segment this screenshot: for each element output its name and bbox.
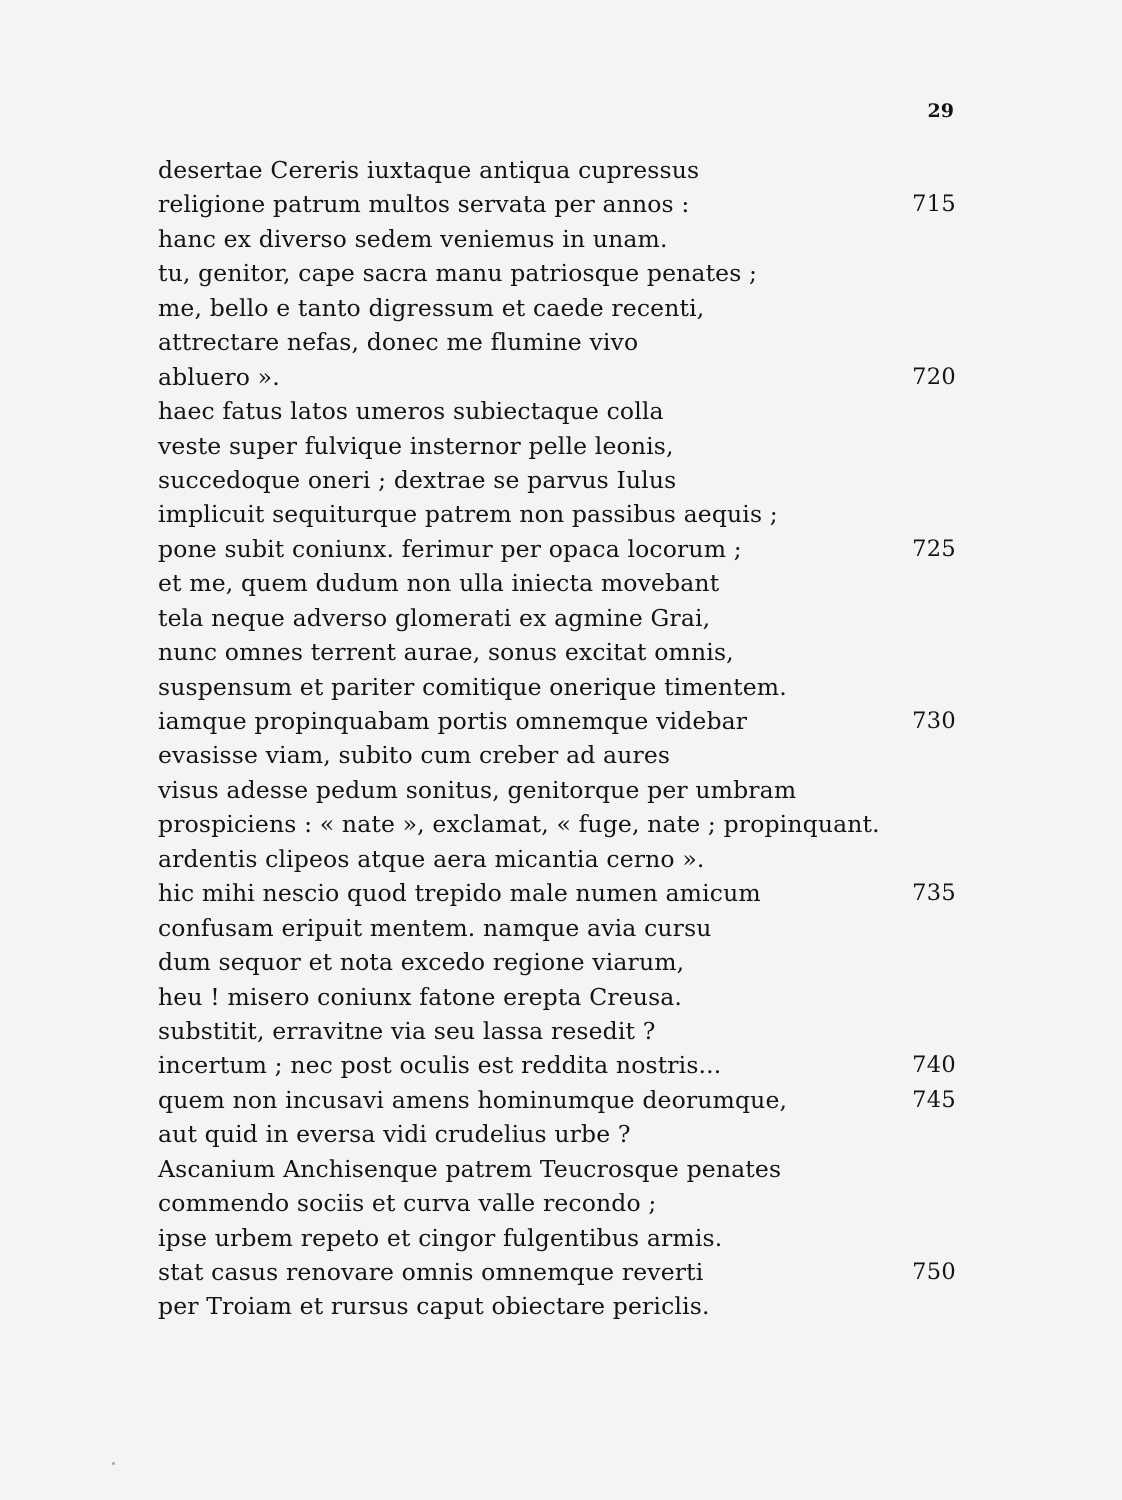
line-number: 725 bbox=[912, 535, 956, 562]
verse-line bbox=[158, 429, 958, 463]
verse-line bbox=[158, 187, 958, 221]
verse-line bbox=[158, 497, 958, 531]
verse-text: tela neque adverso glomerati ex agmine Grai, bbox=[158, 603, 711, 632]
verse-text: commendo sociis et curva valle recondo ; bbox=[158, 1189, 657, 1218]
verse-text: haec fatus latos umeros subiectaque colla bbox=[158, 397, 664, 426]
verse-text: iamque propinquabam portis omnemque videbar bbox=[158, 707, 748, 735]
verse-line bbox=[158, 360, 958, 394]
verse-line bbox=[158, 566, 958, 600]
verse-line bbox=[158, 532, 958, 566]
verse-line bbox=[158, 980, 958, 1014]
verse-text: prospiciens : « nate », exclamat, « fuge, nate ; propinquant. bbox=[158, 810, 880, 839]
verse-line bbox=[158, 222, 958, 256]
line-number: 735 bbox=[912, 880, 956, 907]
verse-line bbox=[158, 1117, 958, 1151]
verse-line bbox=[158, 842, 958, 876]
verse-line bbox=[158, 601, 958, 635]
verse-line bbox=[158, 463, 958, 497]
verse-text: stat casus renovare omnis omnemque reverti bbox=[158, 1258, 704, 1286]
verse-line bbox=[158, 876, 958, 910]
line-number: 750 bbox=[912, 1259, 956, 1285]
verse-line bbox=[158, 773, 958, 807]
verse-text: veste super fulvique insternor pelle leonis, bbox=[158, 431, 674, 460]
verse-line bbox=[158, 291, 958, 325]
verse-text: desertae Cereris iuxtaque antiqua cupressus bbox=[158, 156, 700, 184]
verse-line bbox=[158, 945, 958, 979]
verse-line bbox=[158, 1255, 958, 1289]
verse-line bbox=[158, 911, 958, 945]
verse-text: suspensum et pariter comitique onerique timentem. bbox=[158, 672, 787, 701]
verse-text: confusam eripuit mentem. namque avia cursu bbox=[158, 913, 712, 942]
verse-text: pone subit coniunx. ferimur per opaca locorum ; bbox=[158, 534, 742, 563]
line-number: 730 bbox=[912, 708, 956, 734]
verse-text: dum sequor et nota excedo regione viarum, bbox=[158, 948, 685, 977]
verse-line bbox=[158, 325, 958, 359]
verse-text: succedoque oneri ; dextrae se parvus Iulus bbox=[158, 465, 677, 494]
verse-text: attrectare nefas, donec me flumine vivo bbox=[158, 328, 639, 357]
verse-line bbox=[158, 1014, 958, 1048]
verse-text: abluero ». bbox=[158, 362, 280, 391]
verse-text: ardentis clipeos atque aera micantia cerno ». bbox=[158, 844, 705, 873]
verse-text: heu ! misero coniunx fatone erepta Creusa. bbox=[158, 982, 683, 1011]
verse-text: et me, quem dudum non ulla iniecta movebant bbox=[158, 569, 720, 598]
verse-text: incertum ; nec post oculis est reddita nostris... bbox=[158, 1051, 722, 1080]
verse-line bbox=[158, 635, 958, 669]
line-number: 745 bbox=[912, 1086, 956, 1113]
verse-line bbox=[158, 256, 958, 290]
verse-line bbox=[158, 1289, 958, 1323]
verse-text: Ascanium Anchisenque patrem Teucrosque penates bbox=[158, 1154, 782, 1183]
verse-text: aut quid in eversa vidi crudelius urbe ? bbox=[158, 1120, 631, 1149]
verse-line bbox=[158, 1152, 958, 1186]
verse-text: hanc ex diverso sedem veniemus in unam. bbox=[158, 224, 668, 253]
line-number: 740 bbox=[912, 1052, 956, 1079]
verse-line bbox=[158, 1186, 958, 1220]
verse-text: evasisse viam, subito cum creber ad aures bbox=[158, 741, 671, 770]
verse-line bbox=[158, 394, 958, 428]
verse-line bbox=[158, 738, 958, 772]
verse-line bbox=[158, 670, 958, 704]
verse-text: visus adesse pedum sonitus, genitorque per umbram bbox=[158, 775, 797, 804]
verse-text: me, bello e tanto digressum et caede recenti, bbox=[158, 293, 705, 322]
line-number: 720 bbox=[912, 363, 956, 390]
verse-text: religione patrum multos servata per annos : bbox=[158, 190, 690, 219]
verse-text: hic mihi nescio quod trepido male numen amicum bbox=[158, 879, 761, 908]
verse-text: quem non incusavi amens hominumque deorumque, bbox=[158, 1085, 788, 1114]
verse-line bbox=[158, 1083, 958, 1117]
verse-line bbox=[158, 1048, 958, 1082]
poem-text-block bbox=[158, 153, 958, 1324]
verse-line bbox=[158, 704, 958, 738]
verse-text: per Troiam et rursus caput obiectare periclis. bbox=[158, 1292, 710, 1321]
verse-line bbox=[158, 807, 958, 841]
verse-line bbox=[158, 153, 958, 187]
verse-text: ipse urbem repeto et cingor fulgentibus armis. bbox=[158, 1223, 723, 1252]
line-number: 715 bbox=[912, 191, 956, 218]
verse-text: tu, genitor, cape sacra manu patriosque penates ; bbox=[158, 259, 758, 288]
page-number: 29 bbox=[927, 100, 954, 122]
verse-text: substitit, erravitne via seu lassa resedit ? bbox=[158, 1016, 656, 1045]
verse-line bbox=[158, 1221, 958, 1255]
scan-speck bbox=[112, 1462, 115, 1465]
verse-text: implicuit sequiturque patrem non passibus aequis ; bbox=[158, 500, 778, 529]
verse-text: nunc omnes terrent aurae, sonus excitat omnis, bbox=[158, 638, 734, 667]
